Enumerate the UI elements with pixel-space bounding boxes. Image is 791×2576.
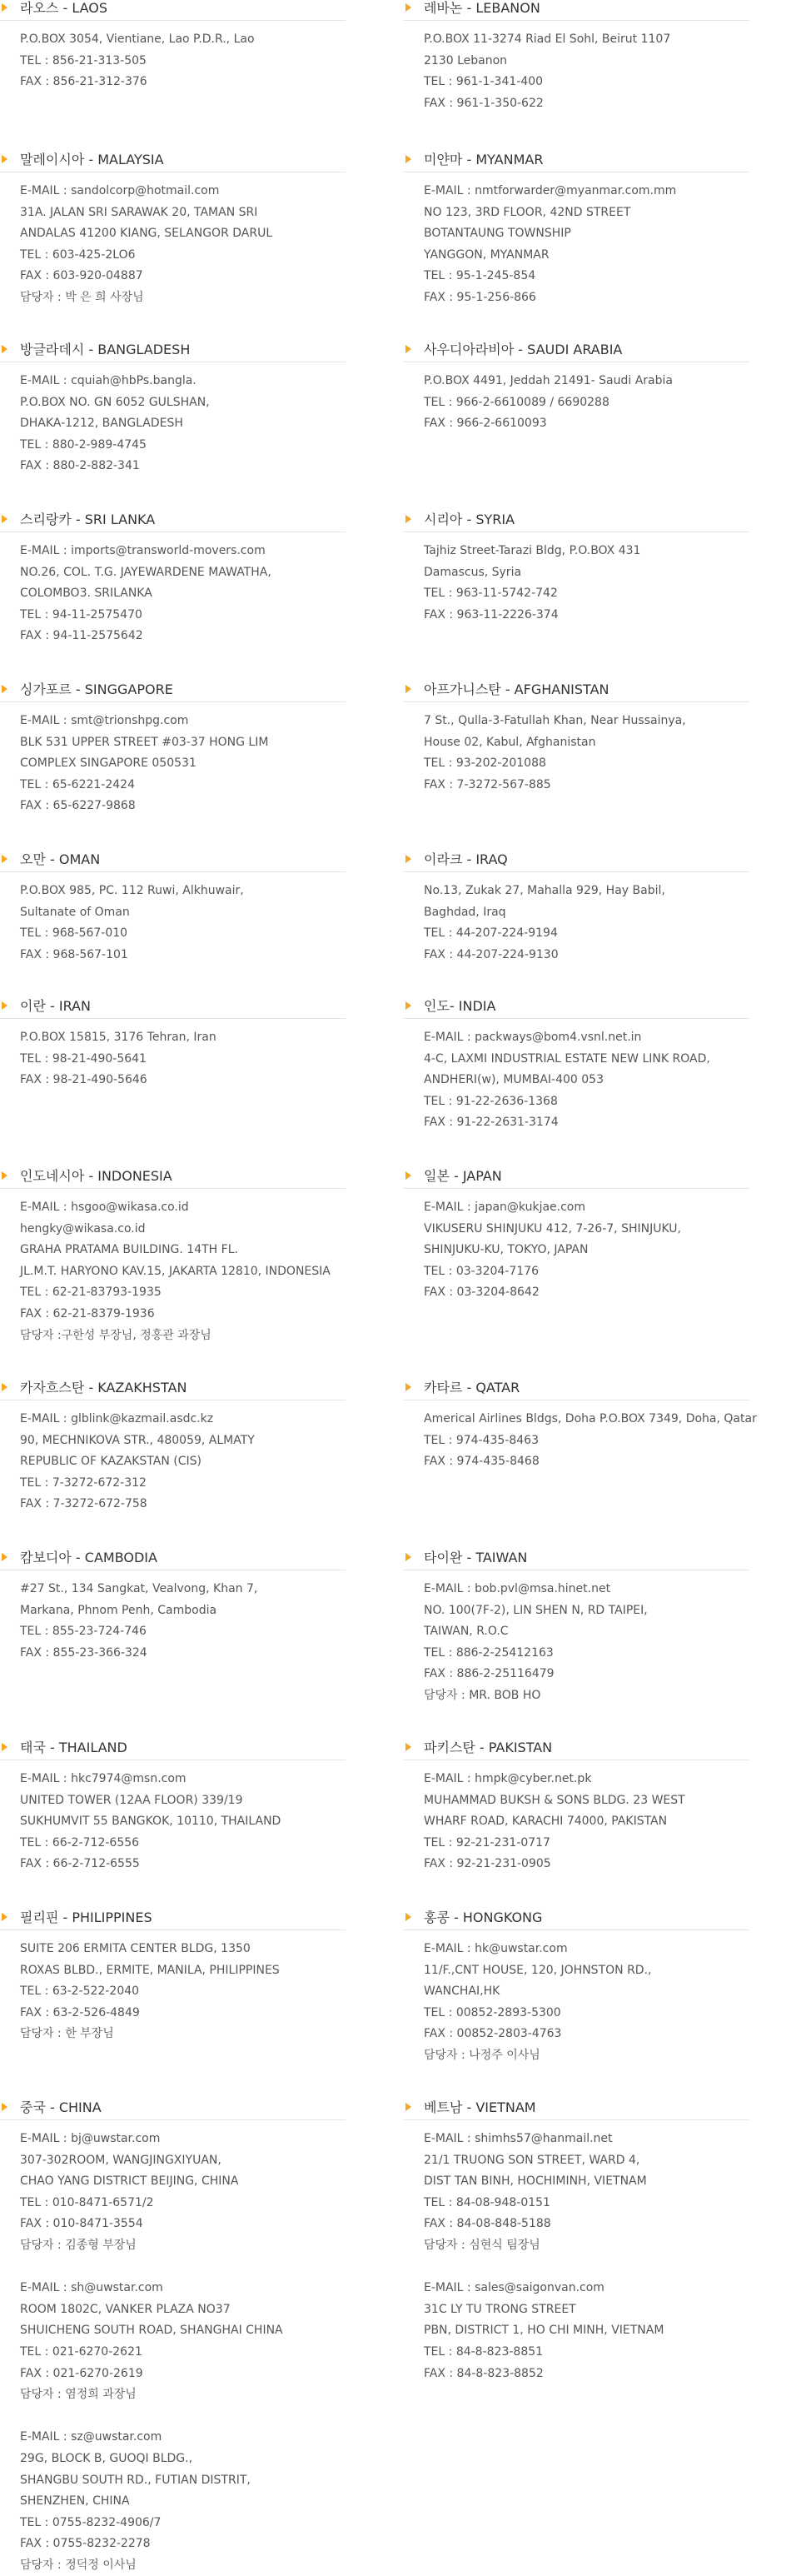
country-title: 일본 - JAPAN — [424, 1168, 502, 1184]
country-entry — [0, 152, 346, 309]
fax-line: FAX : 94-11-2575642 — [20, 629, 143, 643]
country-heading — [404, 998, 749, 1019]
country-title: 라오스 - LAOS — [20, 0, 108, 16]
arrow-right-icon — [2, 1001, 7, 1010]
arrow-right-icon — [405, 1913, 411, 1921]
country-entry — [0, 998, 346, 1091]
fax-line: FAX : 021-6270-2619 — [20, 2366, 143, 2380]
address-line: UNITED TOWER (12AA FLOOR) 339/19 — [20, 1793, 243, 1807]
country-entry — [404, 1380, 757, 1473]
email-line: E-MAIL : hkc7974@msn.com — [20, 1772, 187, 1785]
arrow-right-icon — [2, 1913, 7, 1921]
address-line: P.O.BOX 4491, Jeddah 21491- Saudi Arabia — [424, 374, 673, 387]
phone-line: TEL : 0755-8232-4906/7 — [20, 2515, 162, 2529]
contact-person-line: 담당자 :구한성 부장님, 정홍관 과장님 — [20, 1328, 211, 1342]
country-heading — [0, 1740, 346, 1760]
email-line: E-MAIL : cquiah@hbPs.bangla. — [20, 374, 197, 387]
arrow-right-icon — [405, 3, 411, 12]
country-entry — [0, 342, 346, 477]
address-line: YANGGON, MYANMAR — [424, 247, 550, 262]
arrow-right-icon — [405, 2103, 411, 2111]
fax-line: FAX : 880-2-882-341 — [20, 459, 140, 473]
country-heading — [404, 0, 749, 21]
country-heading — [0, 0, 346, 21]
address-line: 4-C, LAXMI INDUSTRIAL ESTATE NEW LINK ROAD, — [424, 1051, 710, 1066]
address-line: SUKHUMVIT 55 BANGKOK, 10110, THAILAND — [20, 1815, 281, 1829]
address-line: NO 123, 3RD FLOOR, 42ND STREET — [424, 205, 631, 219]
country-entry — [0, 512, 346, 647]
email-line: E-MAIL : nmtforwarder@myanmar.com.mm — [424, 184, 677, 197]
phone-line: TEL : 63-2-522-2040 — [20, 1984, 140, 1999]
country-title: 파키스탄 - PAKISTAN — [424, 1740, 553, 1755]
country-entry — [404, 1550, 749, 1707]
fax-line: FAX : 855-23-366-324 — [20, 1645, 147, 1660]
arrow-right-icon — [405, 1383, 411, 1391]
address-line: WANCHAI,HK — [424, 1984, 500, 1999]
country-title: 아프가니스탄 - AFGHANISTAN — [424, 681, 609, 697]
country-entry — [0, 851, 346, 966]
address-line: DHAKA-1212, BANGLADESH — [20, 417, 183, 431]
phone-line: TEL : 880-2-989-4745 — [20, 437, 147, 452]
email-line: E-MAIL : bj@uwstar.com — [20, 2132, 161, 2145]
address-line: Sultanate of Oman — [20, 905, 130, 919]
fax-line: FAX : 7-3272-672-758 — [20, 1497, 147, 1511]
contact-person-line: 담당자 : 김종형 부장님 — [20, 2238, 137, 2252]
country-title: 말레이시아 - MALAYSIA — [20, 152, 164, 167]
contact-person-line: 담당자 : 박 은 희 사장님 — [20, 290, 144, 304]
country-heading — [404, 851, 749, 872]
country-title: 홍콩 - HONGKONG — [424, 1910, 543, 1925]
address-block — [0, 881, 346, 966]
address-line: No.13, Zukak 27, Mahalla 929, Hay Babil, — [424, 884, 665, 897]
arrow-right-icon — [2, 345, 7, 353]
email-line: E-MAIL : hmpk@cyber.net.pk — [424, 1772, 592, 1785]
country-title: 캄보디아 - CAMBODIA — [20, 1550, 157, 1565]
address-line: GRAHA PRATAMA BUILDING. 14TH FL. — [20, 1243, 238, 1257]
arrow-right-icon — [405, 685, 411, 693]
country-title: 카자흐스탄 - KAZAKHSTAN — [20, 1380, 187, 1395]
fax-line: FAX : 84-8-823-8852 — [424, 2366, 544, 2380]
country-heading — [404, 2099, 749, 2120]
email-line: E-MAIL : japan@kukjae.com — [424, 1201, 585, 1214]
phone-line: TEL : 84-08-948-0151 — [424, 2195, 550, 2209]
address-block — [0, 1939, 346, 2045]
address-line: CHAO YANG DISTRICT BEIJING, CHINA — [20, 2174, 239, 2189]
country-heading — [0, 851, 346, 872]
email-line: E-MAIL : imports@transworld-movers.com — [20, 544, 266, 557]
country-title: 태국 - THAILAND — [20, 1740, 127, 1755]
country-entry — [404, 1168, 749, 1304]
arrow-right-icon — [405, 1743, 411, 1751]
address-block — [0, 2129, 346, 2576]
email-line: E-MAIL : hsgoo@wikasa.co.id — [20, 1201, 189, 1214]
email-line: E-MAIL : bob.pvl@msa.hinet.net — [424, 1582, 611, 1595]
country-title: 이란 - IRAN — [20, 998, 91, 1014]
address-line: WHARF ROAD, KARACHI 74000, PAKISTAN — [424, 1815, 668, 1829]
country-heading — [0, 342, 346, 362]
phone-line: TEL : 62-21-83793-1935 — [20, 1286, 162, 1300]
email-line: E-MAIL : shimhs57@hanmail.net — [424, 2132, 613, 2145]
address-line: P.O.BOX 985, PC. 112 Ruwi, Alkhuwair, — [20, 884, 244, 897]
arrow-right-icon — [2, 1743, 7, 1751]
fax-line: FAX : 91-22-2631-3174 — [424, 1116, 559, 1130]
email-line: E-MAIL : sandolcorp@hotmail.com — [20, 184, 220, 197]
fax-line: FAX : 03-3204-8642 — [424, 1286, 540, 1300]
fax-line: FAX : 98-21-490-5646 — [20, 1073, 147, 1087]
phone-line: TEL : 966-2-6610089 / 6690288 — [424, 395, 609, 409]
address-line: P.O.BOX NO. GN 6052 GULSHAN, — [20, 395, 210, 409]
address-line: 7 St., Qulla-3-Fatullah Khan, Near Hussainya, — [424, 714, 686, 727]
arrow-right-icon — [2, 1171, 7, 1180]
address-block — [404, 541, 749, 626]
country-entry — [0, 0, 346, 93]
address-line: 29G, BLOCK B, GUOQI BLDG., — [20, 2451, 193, 2465]
email-line: E-MAIL : glblink@kazmail.asdc.kz — [20, 1412, 214, 1425]
arrow-right-icon — [405, 1171, 411, 1180]
fax-line: FAX : 63-2-526-4849 — [20, 2005, 140, 2019]
contact-person-line: 담당자 : 심현식 팀장님 — [424, 2238, 540, 2252]
fax-line: FAX : 961-1-350-622 — [424, 96, 544, 110]
country-heading — [404, 152, 749, 172]
address-line: BOTANTAUNG TOWNSHIP — [424, 227, 571, 241]
phone-line: TEL : 66-2-712-6556 — [20, 1835, 140, 1850]
phone-line: TEL : 65-6221-2424 — [20, 777, 135, 791]
phone-line: TEL : 7-3272-672-312 — [20, 1475, 147, 1490]
fax-line: FAX : 65-6227-9868 — [20, 799, 136, 813]
phone-line: TEL : 886-2-25412163 — [424, 1645, 554, 1660]
arrow-right-icon — [405, 345, 411, 353]
phone-line: TEL : 974-435-8463 — [424, 1433, 539, 1447]
email-line: E-MAIL : sz@uwstar.com — [20, 2430, 162, 2444]
address-line: PBN, DISTRICT 1, HO CHI MINH, VIETNAM — [424, 2324, 664, 2338]
address-line: Tajhiz Street-Tarazi Bldg, P.O.BOX 431 — [424, 544, 641, 557]
country-title: 시리아 - SYRIA — [424, 512, 515, 527]
arrow-right-icon — [405, 1001, 411, 1010]
address-line: P.O.BOX 11-3274 Riad El Sohl, Beirut 1107 — [424, 32, 671, 46]
country-heading — [0, 1910, 346, 1930]
fax-line: FAX : 66-2-712-6555 — [20, 1857, 140, 1871]
contact-person-line: 담당자 : 정덕정 이사님 — [20, 2558, 137, 2572]
country-heading — [404, 1910, 749, 1930]
address-line: DIST TAN BINH, HOCHIMINH, VIETNAM — [424, 2174, 647, 2189]
address-line: Damascus, Syria — [424, 565, 522, 579]
fax-line: FAX : 963-11-2226-374 — [424, 607, 559, 622]
address-line: SHINJUKU-KU, TOKYO, JAPAN — [424, 1243, 589, 1257]
phone-line: TEL : 856-21-313-505 — [20, 53, 147, 67]
country-entry — [404, 998, 749, 1134]
fax-line: FAX : 974-435-8468 — [424, 1455, 540, 1469]
country-entry — [404, 851, 749, 966]
country-title: 방글라데시 - BANGLADESH — [20, 342, 191, 357]
country-title: 인도네시아 - INDONESIA — [20, 1168, 172, 1184]
country-entry — [404, 1910, 749, 2067]
phone-line: TEL : 968-567-010 — [20, 926, 128, 941]
email-line: E-MAIL : packways@bom4.vsnl.net.in — [424, 1031, 642, 1044]
address-block — [0, 1027, 346, 1091]
country-title: 필리핀 - PHILIPPINES — [20, 1910, 152, 1925]
arrow-right-icon — [2, 1383, 7, 1391]
country-entry — [0, 681, 346, 817]
phone-line: TEL : 963-11-5742-742 — [424, 587, 558, 601]
address-block — [0, 1579, 346, 1664]
address-line: NO. 100(7F-2), LIN SHEN N, RD TAIPEI, — [424, 1603, 648, 1617]
address-line: 31A. JALAN SRI SARAWAK 20, TAMAN SRI — [20, 205, 258, 219]
address-line: P.O.BOX 3054, Vientiane, Lao P.D.R., Lao — [20, 32, 255, 46]
arrow-right-icon — [2, 3, 7, 12]
address-line: SUITE 206 ERMITA CENTER BLDG, 1350 — [20, 1942, 251, 1955]
address-block — [404, 711, 749, 796]
fax-line: FAX : 968-567-101 — [20, 947, 128, 961]
country-heading — [0, 152, 346, 172]
address-line: hengky@wikasa.co.id — [20, 1221, 146, 1236]
email-line: E-MAIL : sh@uwstar.com — [20, 2281, 163, 2295]
phone-line: TEL : 95-1-245-854 — [424, 269, 536, 283]
country-title: 카타르 - QATAR — [424, 1380, 520, 1395]
country-entry — [0, 1740, 346, 1875]
email-line: E-MAIL : smt@trionshpg.com — [20, 714, 189, 727]
address-line: ROXAS BLBD., ERMITE, MANILA, PHILIPPINES — [20, 1963, 280, 1977]
address-line: COMPLEX SINGAPORE 050531 — [20, 756, 197, 771]
address-block — [404, 1769, 749, 1875]
country-heading — [404, 681, 749, 702]
arrow-right-icon — [2, 855, 7, 863]
country-heading — [0, 1168, 346, 1189]
address-block — [0, 371, 346, 477]
address-line: #27 St., 134 Sangkat, Vealvong, Khan 7, — [20, 1582, 258, 1595]
country-title: 베트남 - VIETNAM — [424, 2099, 536, 2115]
address-line: 21/1 TRUONG SON STREET, WARD 4, — [424, 2153, 640, 2167]
address-block — [0, 541, 346, 647]
fax-line: FAX : 010-8471-3554 — [20, 2217, 143, 2231]
arrow-right-icon — [2, 685, 7, 693]
country-title: 타이완 - TAIWAN — [424, 1550, 528, 1565]
address-block — [404, 181, 749, 309]
contact-person-line: 담당자 : 한 부장님 — [20, 2027, 114, 2041]
address-line: SHANGBU SOUTH RD., FUTIAN DISTRIT, — [20, 2473, 251, 2487]
address-block — [404, 2129, 749, 2384]
address-line: Baghdad, Iraq — [424, 905, 506, 919]
spacer — [20, 2406, 346, 2428]
address-block — [404, 29, 749, 114]
address-line: REPUBLIC OF KAZAKSTAN (CIS) — [20, 1455, 201, 1469]
country-entry — [0, 1380, 346, 1515]
address-block — [404, 881, 749, 966]
country-title: 레바논 - LEBANON — [424, 0, 540, 16]
country-title: 스리랑카 - SRI LANKA — [20, 512, 156, 527]
phone-line: TEL : 93-202-201088 — [424, 756, 546, 771]
address-block — [0, 711, 346, 817]
email-line: E-MAIL : sales@saigonvan.com — [424, 2281, 604, 2295]
fax-line: FAX : 44-207-224-9130 — [424, 947, 559, 961]
fax-line: FAX : 00852-2803-4763 — [424, 2027, 562, 2041]
arrow-right-icon — [2, 1553, 7, 1561]
address-line: Markana, Phnom Penh, Cambodia — [20, 1603, 217, 1617]
email-line: E-MAIL : hk@uwstar.com — [424, 1942, 568, 1955]
country-entry — [404, 2099, 749, 2384]
country-heading — [0, 681, 346, 702]
address-line: ANDALAS 41200 KIANG, SELANGOR DARUL — [20, 227, 273, 241]
country-title: 싱가포르 - SINGGAPORE — [20, 681, 173, 697]
address-block — [0, 1197, 346, 1346]
address-line: 2130 Lebanon — [424, 53, 508, 67]
arrow-right-icon — [405, 1553, 411, 1561]
address-line: Americal Airlines Bldgs, Doha P.O.BOX 7349, Doha, Qatar — [424, 1412, 757, 1425]
address-block — [404, 371, 749, 435]
address-block — [404, 1197, 749, 1304]
address-line: 11/F.,CNT HOUSE, 120, JOHNSTON RD., — [424, 1963, 652, 1977]
address-line: ANDHERI(w), MUMBAI-400 053 — [424, 1073, 604, 1087]
address-block — [0, 1769, 346, 1875]
fax-line: FAX : 92-21-231-0905 — [424, 1857, 551, 1871]
country-entry — [404, 342, 749, 435]
address-line: 307-302ROOM, WANGJINGXIYUAN, — [20, 2153, 221, 2167]
country-entry — [0, 1550, 346, 1664]
phone-line: TEL : 84-8-823-8851 — [424, 2344, 544, 2359]
country-heading — [0, 2099, 346, 2120]
fax-line: FAX : 886-2-25116479 — [424, 1667, 555, 1681]
country-heading — [404, 1380, 749, 1400]
country-heading — [404, 1740, 749, 1760]
address-block — [404, 1579, 749, 1707]
country-entry — [404, 681, 749, 796]
country-title: 중국 - CHINA — [20, 2099, 102, 2115]
phone-line: TEL : 44-207-224-9194 — [424, 926, 558, 941]
country-heading — [404, 1168, 749, 1189]
address-line: TAIWAN, R.O.C — [424, 1625, 509, 1639]
country-entry — [404, 512, 749, 626]
country-entry — [0, 1910, 346, 2045]
address-block — [0, 29, 346, 93]
address-block — [404, 1409, 757, 1473]
phone-line: TEL : 94-11-2575470 — [20, 607, 142, 622]
address-line: ROOM 1802C, VANKER PLAZA NO37 — [20, 2302, 231, 2316]
address-line: JL.M.T. HARYONO KAV.15, JAKARTA 12810, INDONESIA — [20, 1264, 331, 1278]
phone-line: TEL : 00852-2893-5300 — [424, 2005, 561, 2019]
address-line: VIKUSERU SHINJUKU 412, 7-26-7, SHINJUKU, — [424, 1221, 681, 1236]
fax-line: FAX : 95-1-256-866 — [424, 290, 536, 304]
country-entry — [404, 0, 749, 114]
phone-line: TEL : 603-425-2LO6 — [20, 247, 136, 262]
country-title: 이라크 - IRAQ — [424, 851, 508, 867]
address-line: P.O.BOX 15815, 3176 Tehran, Iran — [20, 1031, 216, 1044]
arrow-right-icon — [405, 515, 411, 523]
arrow-right-icon — [405, 155, 411, 163]
country-title: 오만 - OMAN — [20, 851, 101, 867]
contact-person-line: 담당자 : 염정희 과장님 — [20, 2388, 137, 2402]
contact-person-line: 담당자 : MR. BOB HO — [424, 1688, 541, 1702]
address-line: 31C LY TU TRONG STREET — [424, 2302, 576, 2316]
address-block — [0, 1409, 346, 1515]
fax-line: FAX : 966-2-6610093 — [424, 417, 547, 431]
address-line: 90, MECHNIKOVA STR., 480059, ALMATY — [20, 1433, 255, 1447]
address-line: SHUICHENG SOUTH ROAD, SHANGHAI CHINA — [20, 2324, 283, 2338]
fax-line: FAX : 856-21-312-376 — [20, 75, 147, 89]
country-heading — [0, 1550, 346, 1570]
phone-line: TEL : 855-23-724-746 — [20, 1625, 147, 1639]
contact-person-line: 담당자 : 나정주 이사님 — [424, 2048, 540, 2062]
arrow-right-icon — [2, 515, 7, 523]
phone-line: TEL : 03-3204-7176 — [424, 1264, 539, 1278]
country-entry — [404, 152, 749, 309]
country-heading — [0, 512, 346, 532]
phone-line: TEL : 98-21-490-5641 — [20, 1051, 147, 1066]
address-block — [404, 1027, 749, 1134]
address-line: NO.26, COL. T.G. JAYEWARDENE MAWATHA, — [20, 565, 271, 579]
spacer — [424, 2257, 749, 2279]
spacer — [20, 2257, 346, 2279]
country-heading — [404, 512, 749, 532]
fax-line: FAX : 603-920-04887 — [20, 269, 143, 283]
country-heading — [0, 998, 346, 1019]
phone-line: TEL : 021-6270-2621 — [20, 2344, 142, 2359]
country-heading — [404, 1550, 749, 1570]
phone-line: TEL : 961-1-341-400 — [424, 75, 544, 89]
country-heading — [0, 1380, 346, 1400]
phone-line: TEL : 92-21-231-0717 — [424, 1835, 550, 1850]
arrow-right-icon — [405, 855, 411, 863]
country-title: 인도- INDIA — [424, 998, 496, 1014]
fax-line: FAX : 62-21-8379-1936 — [20, 1306, 155, 1320]
address-line: MUHAMMAD BUKSH & SONS BLDG. 23 WEST — [424, 1793, 685, 1807]
country-entry — [0, 1168, 346, 1346]
address-block — [0, 181, 346, 309]
country-heading — [404, 342, 749, 362]
address-block — [404, 1939, 749, 2067]
phone-line: TEL : 91-22-2636-1368 — [424, 1094, 558, 1108]
address-line: BLK 531 UPPER STREET #03-37 HONG LIM — [20, 735, 269, 749]
fax-line: FAX : 7-3272-567-885 — [424, 777, 551, 791]
address-line: House 02, Kabul, Afghanistan — [424, 735, 596, 749]
country-entry — [404, 1740, 749, 1875]
fax-line: FAX : 84-08-848-5188 — [424, 2217, 551, 2231]
arrow-right-icon — [2, 155, 7, 163]
country-title: 미얀마 - MYANMAR — [424, 152, 544, 167]
country-title: 사우디아라비아 - SAUDI ARABIA — [424, 342, 623, 357]
country-entry — [0, 2099, 346, 2576]
fax-line: FAX : 0755-8232-2278 — [20, 2537, 151, 2551]
arrow-right-icon — [2, 2103, 7, 2111]
address-line: SHENZHEN, CHINA — [20, 2494, 130, 2509]
phone-line: TEL : 010-8471-6571/2 — [20, 2195, 154, 2209]
address-line: COLOMBO3. SRILANKA — [20, 587, 152, 601]
